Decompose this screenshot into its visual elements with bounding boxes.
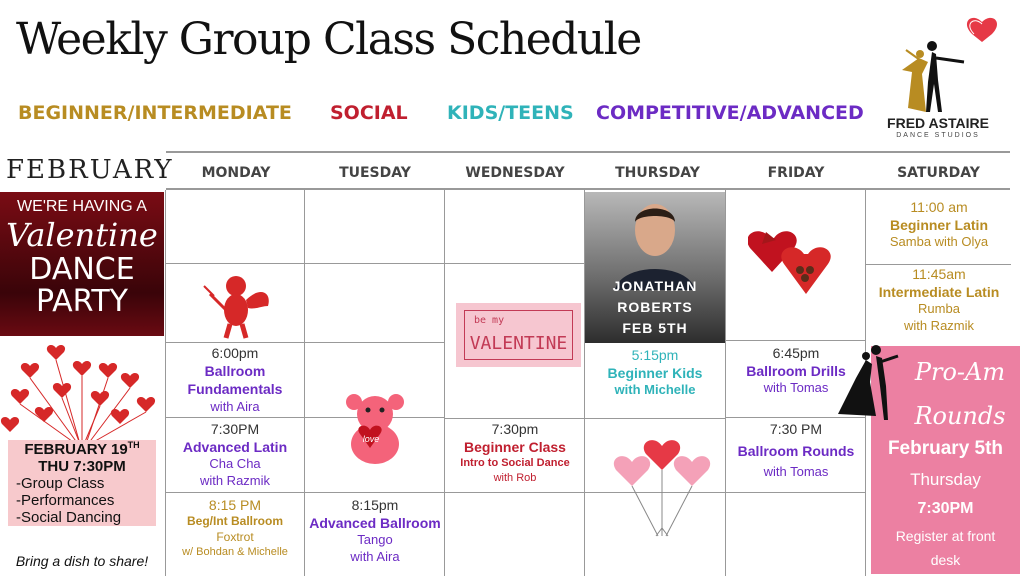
heart-balloons-icon [612,432,712,542]
class-dance: Foxtrot [216,529,254,544]
class-instructor: with Rob [493,471,537,484]
proam-title-line-1: Pro-Am [914,358,1006,386]
wednesday-class-1 [445,420,585,485]
class-time: 8:15 PM [208,497,262,513]
class-name: Ballroom [204,363,266,380]
brand-subtitle: DANCE STUDIOS [896,132,980,139]
teddy-bear-icon [340,390,410,466]
class-dance: Rumba [918,301,960,317]
heart-flowers-icon [0,336,164,446]
class-name: Beginner Kids [607,365,703,382]
class-name: Advanced Ballroom [309,515,441,532]
proam-day: Thursday [910,470,981,489]
class-instructor: with Tomas [763,380,829,396]
class-name: Ballroom Drills [746,363,846,380]
day-monday: MONDAY [201,165,271,181]
class-dance: Cha Cha [209,456,261,472]
month-heading: FEBRUARY [6,155,174,185]
valentine-party-banner [0,192,164,336]
class-instructor: with Razmik [903,318,975,334]
party-date-suffix: TH [127,440,140,450]
grid-line [726,340,866,341]
proam-title-line-2: Rounds [914,402,1006,430]
day-tuesday: TUESDAY [339,165,411,181]
class-instructor: with Razmik [199,473,271,489]
chocolate-box-icon [748,218,834,304]
grid-line [165,342,445,343]
class-name: Beginner Latin [889,217,988,234]
photo-line-3: FEB 5TH [622,320,688,336]
day-wednesday: WEDNESDAY [465,165,565,181]
class-dance: Samba with Olya [889,234,989,250]
class-instructor: w/ Bohdan & Michelle [182,546,288,559]
tag-line-1: be my [474,315,505,326]
party-date: FEBRUARY 19 [24,441,128,458]
grid-line [445,418,585,419]
page-title: Weekly Group Class Schedule [16,14,641,65]
header-rule-top [166,151,1010,153]
photo-line-1: JONATHAN [612,278,698,294]
monday-class-1 [166,344,304,415]
class-time: 8:15pm [351,497,399,513]
photo-line-2: ROBERTS [617,299,693,315]
class-time: 5:15pm [631,347,679,363]
monday-class-2 [166,420,304,490]
party-item: -Performances [16,492,115,509]
class-name: Ballroom Rounds [737,443,855,460]
class-time: 6:45pm [772,345,820,361]
class-instructor: with Aira [210,398,260,414]
be-my-valentine-tag [456,303,581,367]
class-time: 7:30 PM [769,421,823,437]
thursday-class-1 [585,346,725,399]
proam-title [901,350,1019,438]
proam-time: 7:30PM [917,500,974,517]
class-time: 11:00 am [910,199,968,215]
monday-class-3 [166,496,304,560]
tag-line-2: VALENTINE [469,333,568,354]
party-line-1: WE'RE HAVING A [17,198,147,215]
party-line-3: DANCE [29,252,135,287]
day-saturday: SATURDAY [897,165,980,181]
day-thursday: THURSDAY [615,165,700,181]
party-line-4: PARTY [35,284,128,319]
class-instructor: with Aira [350,549,400,565]
photo-caption [585,276,725,339]
class-time: 6:00pm [211,345,259,361]
bear-heart-text: love [362,434,380,444]
saturday-class-1 [866,198,1012,251]
header-rule-bottom [166,188,1010,190]
party-line-2: Valentine [6,216,158,254]
class-name: Advanced Latin [182,439,288,456]
legend-beginner: BEGINNER/INTERMEDIATE [18,102,292,124]
instructor-photo [585,192,725,343]
party-details-box [8,440,156,526]
class-subtitle: Intro to Social Dance [460,457,570,470]
legend-social: SOCIAL [330,102,408,124]
proam-register-note: Register at front desk [895,528,996,568]
party-note: Bring a dish to share! [15,553,149,569]
proam-date: February 5th [887,438,1004,459]
grid-line [585,418,725,419]
legend-competitive: COMPETITIVE/ADVANCED [596,102,864,124]
class-time: 11:45am [912,266,966,282]
party-item: -Group Class [16,475,105,492]
brand-name: FRED ASTAIRE [887,115,989,131]
legend-kids: KIDS/TEENS [447,102,574,124]
dancing-couple-silhouette-icon [836,342,906,422]
saturday-class-2 [866,265,1012,335]
grid-line [165,263,585,264]
party-item: -Social Dancing [16,509,122,526]
friday-class-2 [726,420,866,481]
class-time: 7:30PM [210,421,260,437]
class-instructor: with Michelle [614,382,696,398]
class-dance: Tango [357,532,393,548]
class-name: Fundamentals [187,381,283,398]
class-name: Beg/Int Ballroom [186,514,283,529]
class-name: Intermediate Latin [878,284,1000,301]
day-friday: FRIDAY [767,165,825,181]
grid-line [165,492,865,493]
party-time: THU 7:30PM [38,458,126,475]
class-instructor: with Tomas [763,464,829,480]
class-name: Beginner Class [464,439,566,456]
tuesday-class-1 [305,496,445,566]
cupid-icon [200,266,274,340]
class-time: 7:30pm [491,421,539,437]
